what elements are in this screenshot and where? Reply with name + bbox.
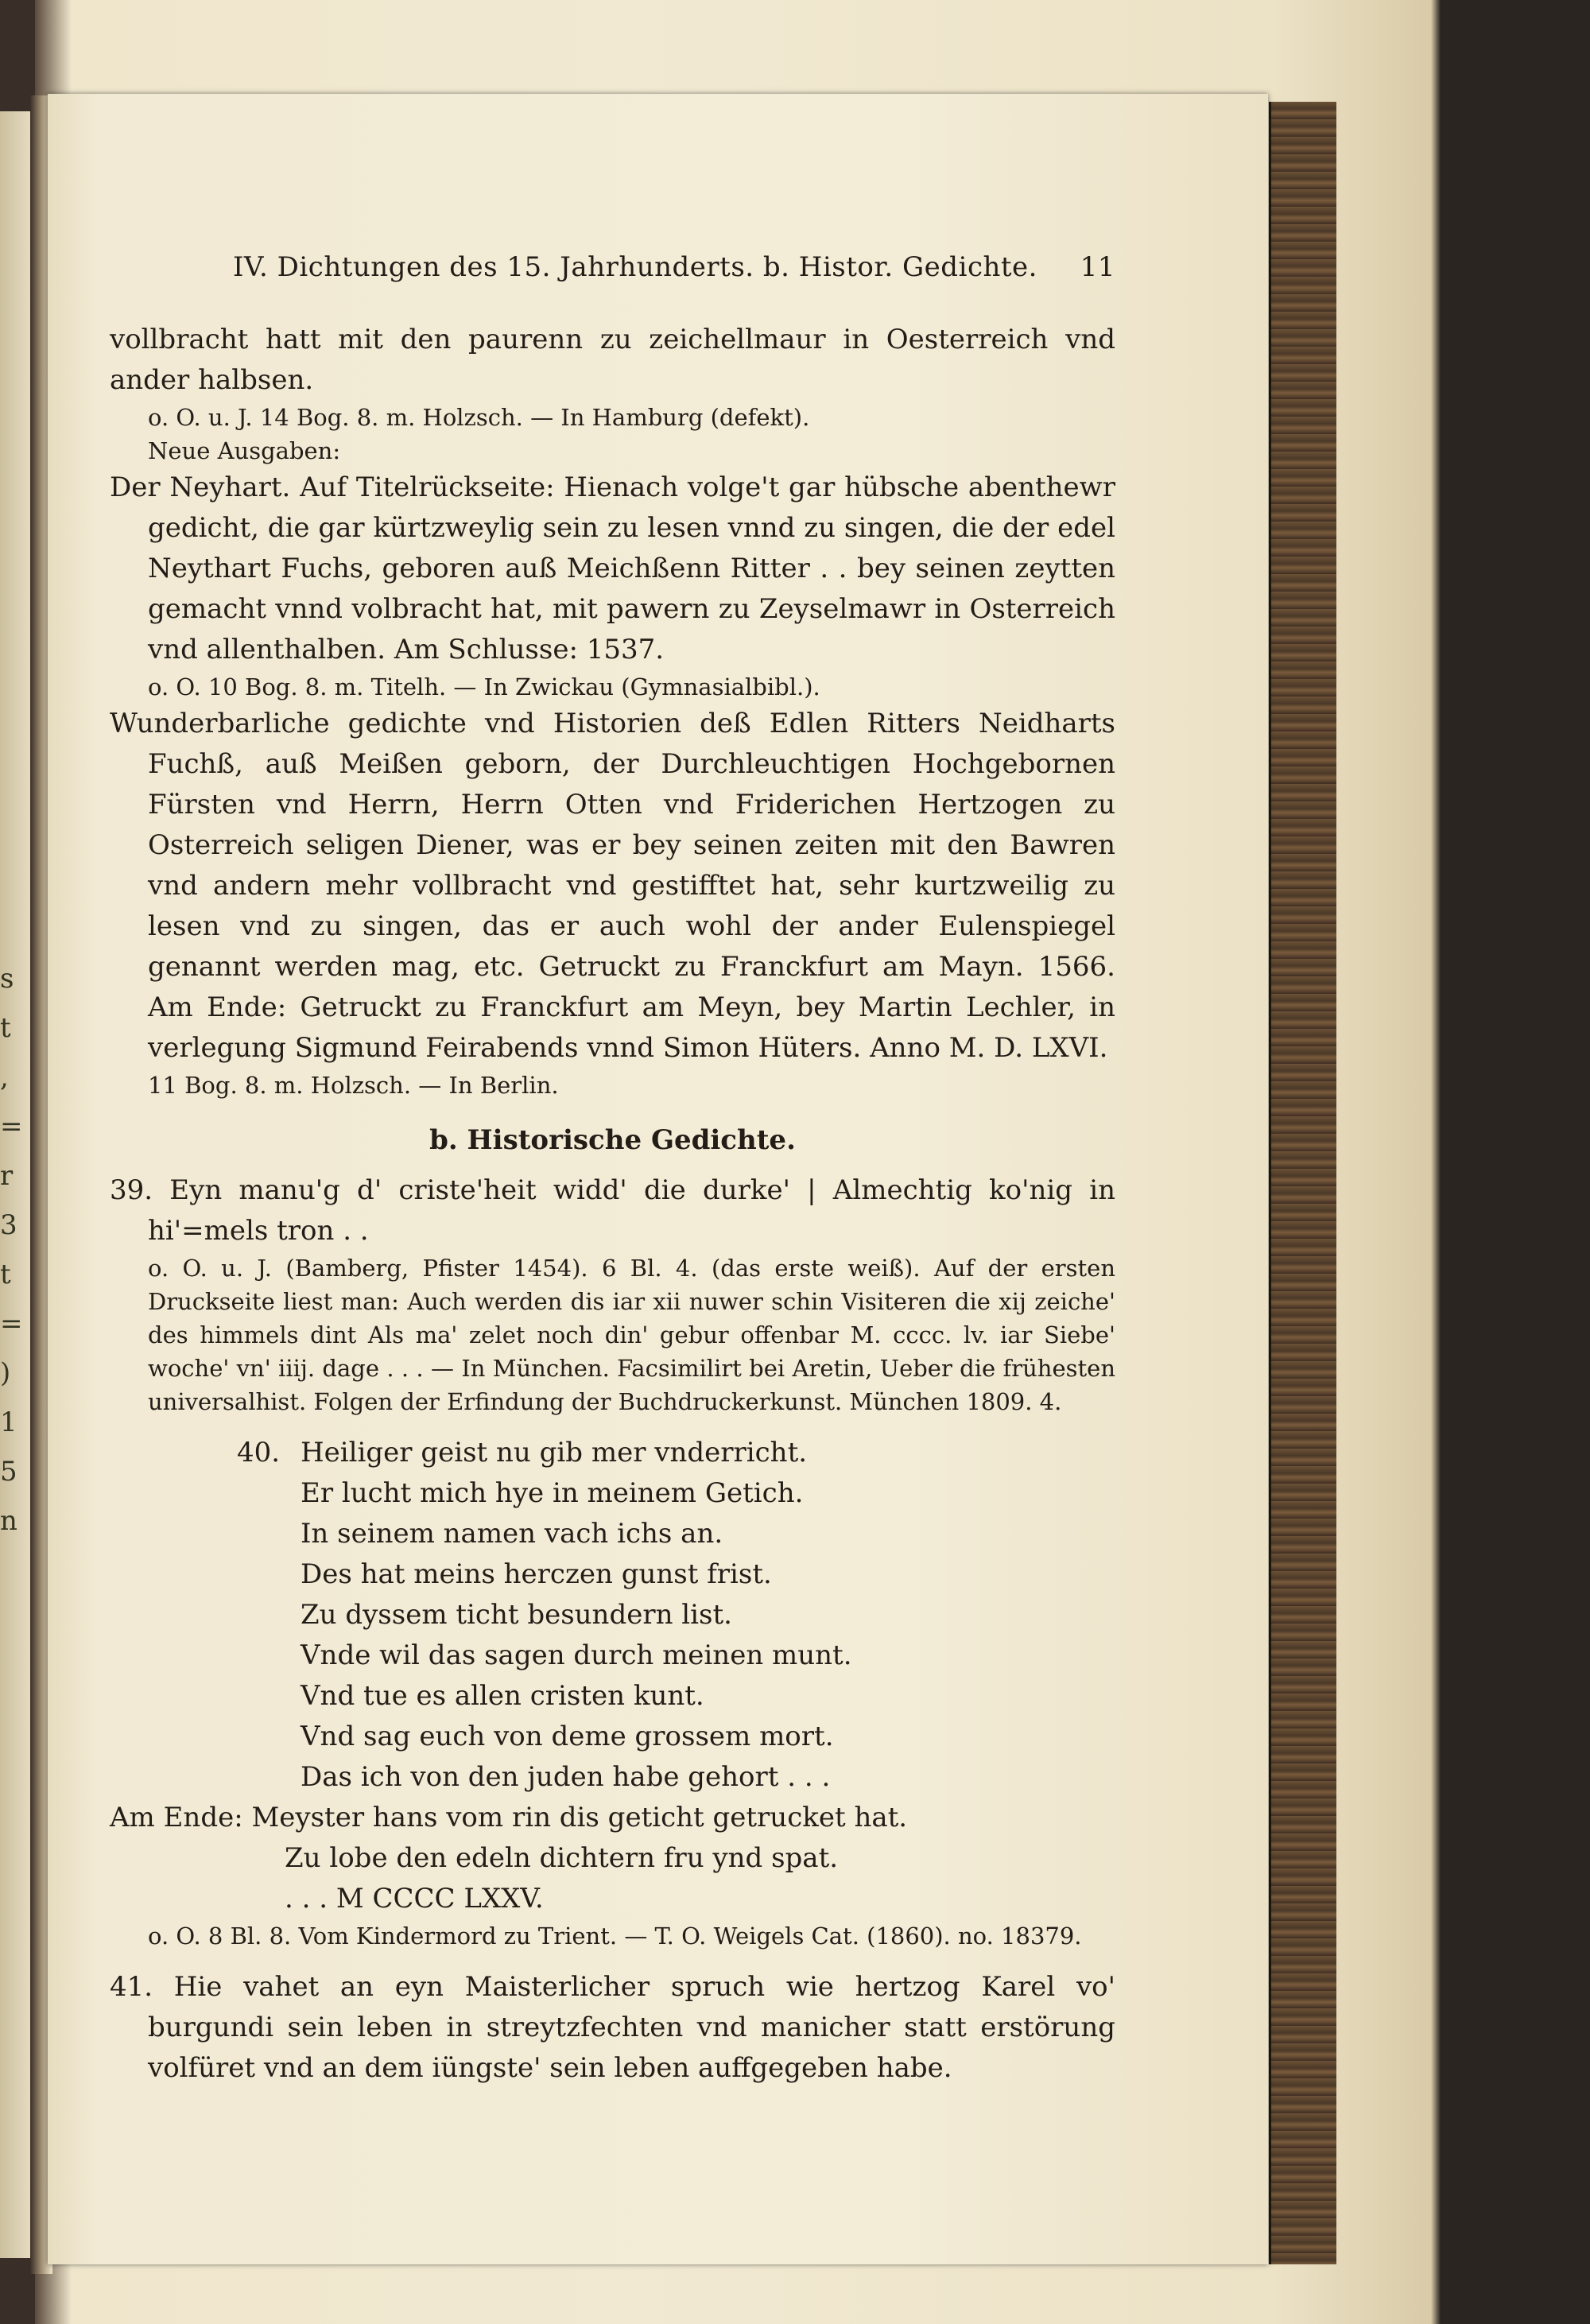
book-cover-edge [1269,102,1336,2264]
bibliographic-note: o. O. u. J. 14 Bog. 8. m. Holzsch. — In Hamburg (defekt). [148,404,810,431]
margin-fragment: 3 [0,1209,17,1241]
verse-line: Vnde wil das sagen durch meinen munt. [301,1639,852,1671]
running-head-title: IV. Dichtungen des 15. Jahrhunderts. b. Histor. Gedichte. [233,251,1037,283]
margin-fragment: n [0,1505,17,1537]
edition-entry: Wunderbarliche gedichte vnd Historien deß Edlen Ritters Neidharts Fuchß, auß Meißen geborn, der Durchleuchtigen Hochgebornen Fürsten vnd Herrn, Herrn Otten vnd Friderichen Hertzogen zu Osterreich seligen Diener, was er bey seinen zeiten mit den Bawren vnd andern mehr vollbracht vnd gestifftet hat, sehr kurtzweilig zu lesen vnd zu singen, das er auch wohl der ander Eulenspiegel genannt werden mag, etc. Getruckt zu Franckfurt am Mayn. 1566. Am Ende: Getruckt zu Franckfurt am Meyn, bey Martin Lechler, in verlegung Sigmund Feirabends vnnd Simon Hüters. Anno M. D. LXVI. [110,708,1115,1064]
margin-fragment: ) [0,1357,11,1389]
entry-39: 39. Eyn manu'g d' criste'heit widd' die durke' | Almechtig ko'nig in hi'=mels tron . . [110,1174,1115,1247]
margin-fragment: = [0,1308,23,1340]
page-number: 11 [1080,251,1115,283]
entry-continuation: vollbracht hatt mit den paurenn zu zeichellmaur in Oesterreich vnd ander halbsen. [110,324,1115,396]
margin-fragment: = [0,1111,23,1143]
verse-line: Vnd tue es allen cristen kunt. [301,1680,704,1712]
margin-fragment: 5 [0,1456,17,1488]
entry-40-colophon-line: Zu lobe den edeln dichtern fru ynd spat. [285,1842,839,1874]
margin-fragment: 1 [0,1406,17,1438]
verse-line: Er lucht mich hye in meinem Getich. [301,1477,804,1509]
margin-fragment: t [0,1259,11,1290]
margin-fragment: , [0,1061,9,1093]
entry-number: 40. [237,1437,281,1469]
section-heading: b. Historische Gedichte. [429,1124,796,1156]
bibliographic-note: 11 Bog. 8. m. Holzsch. — In Berlin. [148,1072,559,1099]
entry-40-verses [110,1433,1115,1798]
margin-fragment: r [0,1160,14,1192]
verse-line: 40. Heiliger geist nu gib mer vnderricht. [301,1433,1115,1473]
entry-40-colophon-date: . . . M CCCC LXXV. [285,1883,544,1915]
running-head [110,251,1115,283]
margin-fragment: s [0,963,14,995]
verse-line: Vnd sag euch von deme grossem mort. [301,1721,834,1752]
verse-line: Zu dyssem ticht besundern list. [301,1599,732,1631]
verse-line: Das ich von den juden habe gehort . . . [301,1761,831,1793]
page-content [110,251,1115,2089]
entry-39-note: o. O. u. J. (Bamberg, Pfister 1454). 6 Bl. 4. (das erste weiß). Auf der ersten Druckseite liest man: Auch werden dis iar xii nuwer schin Visiteren die xij zeiche' des himmels dint Als ma' zelet noch din' gebur offenbar M. cccc. lv. iar Siebe' woche' vn' iiij. dage . . . — In München. Facsimilirt bei Aretin, Ueber die frühesten universalhist. Folgen der Erfindung der Buchdruckerkunst. München 1809. 4. [148,1255,1115,1415]
entry-40-note: o. O. 8 Bl. 8. Vom Kindermord zu Trient. — T. O. Weigels Cat. (1860). no. 18379. [148,1922,1082,1950]
margin-fragment: t [0,1012,11,1044]
edition-entry: Der Neyhart. Auf Titelrückseite: Hienach volge't gar hübsche abenthewr gedicht, die gar kürtzweylig sein zu lesen vnnd zu singen, die der edel Neythart Fuchs, geboren auß Meichßenn Ritter . . bey seinen zeytten gemacht vnnd volbracht hat, mit pawern zu Zeyselmawr in Osterreich vnd allenthalben. Am Schlusse: 1537. [110,471,1115,665]
verse-line: In seinem namen vach ichs an. [301,1518,723,1550]
entry-41: 41. Hie vahet an eyn Maisterlicher spruch wie hertzog Karel vo' burgundi sein leben in streytzfechten vnd manicher statt erstörung volfüret vnd an dem iüngste' sein leben auffgegeben habe. [110,1971,1115,2084]
subheading-neue-ausgaben: Neue Ausgaben: [148,437,341,464]
left-margin-fragments [0,954,24,1546]
entry-40-colophon: Am Ende: Meyster hans vom rin dis geticht getrucket hat. [110,1802,908,1833]
bibliographic-note: o. O. 10 Bog. 8. m. Titelh. — In Zwickau (Gymnasialbibl.). [148,673,820,700]
verse-line: Des hat meins herczen gunst frist. [301,1558,772,1590]
